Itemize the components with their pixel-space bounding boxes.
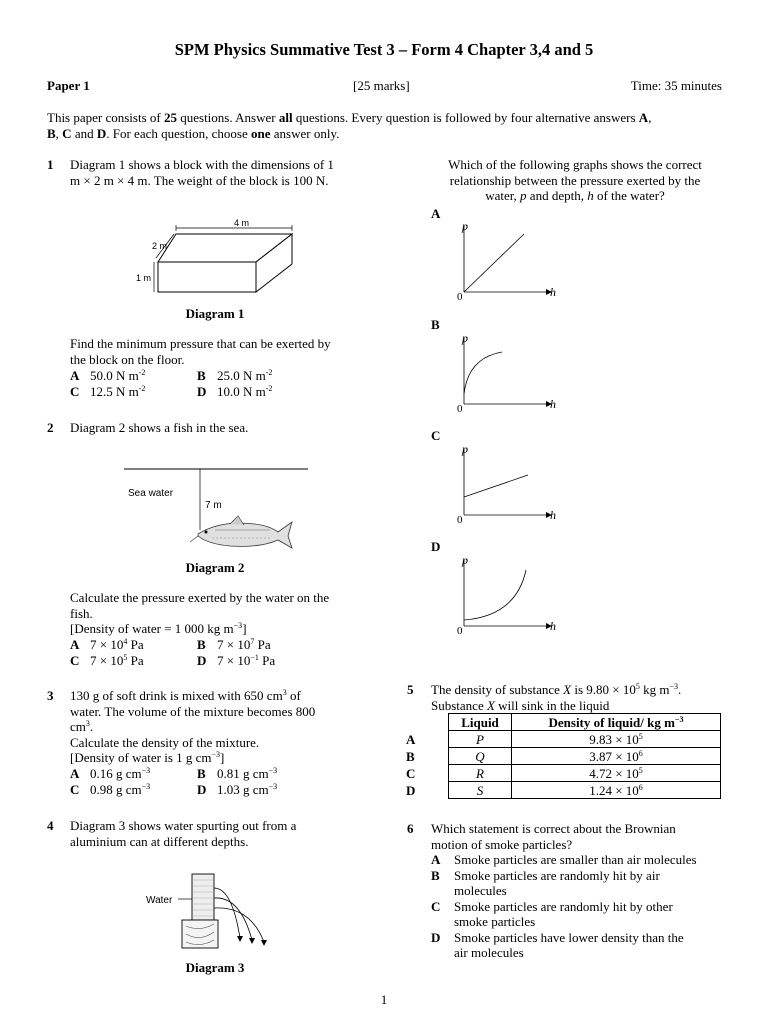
option-c: C Smoke particles are randomly hit by other (431, 898, 673, 914)
svg-text:h: h (550, 397, 556, 411)
graph-c-label: C (431, 428, 441, 443)
graph-d-label: D (431, 539, 441, 554)
sea-water-label: Sea water (128, 488, 174, 499)
marks-label: [25 marks] (353, 78, 410, 93)
svg-text:p: p (462, 331, 468, 345)
width-label: 2 m (152, 241, 168, 251)
option-a: A 0.16 g $cm^{-3}$ (70, 766, 151, 781)
fish-icon (190, 516, 292, 548)
question-2-ask: Calculate the pressure exerted by the water on the fish. [Density of water = 1 000 kg $m^{-3}$] (70, 590, 330, 636)
question-4-ask: Which of the following graphs shows the correct relationship between the pressure exerted by the water, p and depth, h of the water? (448, 157, 702, 203)
time-label: Time: 35 minutes (630, 78, 722, 93)
length-label: 4 m (234, 218, 250, 228)
svg-text:p: p (462, 219, 468, 233)
question-number: 1 (47, 157, 54, 172)
option-c: C (406, 765, 416, 781)
option-b: B (406, 748, 415, 764)
question-4-text: Diagram 3 shows water spurting out from a aluminium can at different depths. (70, 818, 297, 849)
graph-b-label: B (431, 317, 440, 332)
block-diagram (130, 212, 310, 304)
svg-text:0: 0 (457, 291, 463, 302)
question-number: 2 (47, 420, 54, 435)
option-d: D 1.03 g $cm^{-3}$ (197, 781, 278, 797)
option-b: B Smoke particles are randomly hit by air (431, 867, 660, 883)
can-diagram (140, 866, 280, 952)
graph-d (440, 552, 570, 636)
question-2-text: Diagram 2 shows a fish in the sea. (70, 420, 249, 435)
table-row: D S $1.24 \times 10^6$ (402, 782, 721, 799)
instructions: This paper consists of 25 questions. Answer all questions. Every question is followed by four alternative answers A, B, C and D. For each question, choose one answer only. (47, 110, 652, 141)
option-d: D Smoke particles have lower density than the (431, 929, 684, 945)
svg-text:h: h (550, 508, 556, 522)
option-a: A (406, 731, 416, 747)
option-b: B 0.81 g $cm^{-3}$ (197, 766, 278, 781)
svg-text:h: h (550, 285, 556, 299)
svg-text:h: h (550, 619, 556, 633)
question-2-options (70, 637, 370, 668)
question-number: 6 (407, 821, 414, 836)
water-label: Water (146, 895, 173, 906)
diagram-1-caption: Diagram 1 (185, 306, 245, 321)
depth-label: 7 m (205, 500, 222, 511)
svg-text:0: 0 (457, 514, 463, 525)
question-number: 4 (47, 818, 54, 833)
svg-text:0: 0 (457, 625, 463, 636)
option-c: C 12.5 N $m^{-2}$ (70, 383, 146, 399)
question-3-options (70, 766, 370, 797)
diagram-3-caption: Diagram 3 (185, 960, 245, 975)
question-number: 3 (47, 688, 54, 703)
option-c: C 0.98 g $cm^{-3}$ (70, 781, 151, 797)
svg-text:0: 0 (457, 403, 463, 414)
option-d: D 10.0 N $m^{-2}$ (197, 383, 273, 399)
liquid-table (402, 713, 721, 799)
question-1-options (70, 368, 370, 399)
paper-label: Paper 1 (47, 78, 90, 93)
fish-diagram (120, 462, 315, 554)
option-b: B 25.0 N $m^{-2}$ (197, 368, 273, 383)
option-b: B $7 \times 10^7$ Pa (197, 637, 271, 652)
option-a: A 50.0 N $m^{-2}$ (70, 368, 146, 383)
option-a: A Smoke particles are smaller than air molecules (431, 852, 697, 867)
table-row: B Q $3.87 \times 10^6$ (402, 748, 721, 765)
option-c: C $7 \times 10^5$ Pa (70, 652, 144, 668)
option-d: D (406, 782, 416, 798)
question-1-ask: Find the minimum pressure that can be exerted by the block on the floor. (70, 336, 331, 367)
height-label: 1 m (136, 273, 152, 283)
col-liquid: Liquid (449, 714, 512, 731)
table-row: A P $9.83 \times 10^5$ (402, 731, 721, 748)
svg-text:p: p (462, 442, 468, 456)
graph-a-label: A (431, 206, 441, 221)
graph-c (440, 441, 570, 525)
question-3-text: 130 g of soft drink is mixed with 650 $cm^3$ of water. The volume of the mixture becomes 800 $cm^3$. Calculate the density of the mixture. [Density of water is 1 g $cm^{-3}$] (70, 688, 316, 765)
diagram-2-caption: Diagram 2 (185, 560, 245, 575)
page-title: SPM Physics Summative Test 3 – Form 4 Chapter 3,4 and 5 (174, 40, 594, 59)
col-density: Density of liquid/ kg $m^{-3}$ (512, 714, 721, 731)
option-d: D $7 \times 10^{-1}$ Pa (197, 652, 276, 668)
question-6-text: Which statement is correct about the Brownian motion of smoke particles? A Smoke particles are smaller than air molecules B Smoke particles are randomly hit by air molecules C Smoke particles are randomly hit by other smoke particles D Smoke particles have lower density than the air molecules (431, 821, 741, 961)
svg-text:p: p (462, 553, 468, 567)
option-a: A $7 \times 10^4$ Pa (70, 637, 144, 652)
question-number: 5 (407, 682, 414, 697)
graph-a (440, 218, 570, 302)
page-number: 1 (380, 992, 388, 1007)
graph-b (440, 330, 570, 414)
liquid-table-wrap (402, 713, 721, 799)
table-row: C R $4.72 \times 10^5$ (402, 765, 721, 782)
question-1-text: Diagram 1 shows a block with the dimensions of 1 m × 2 m × 4 m. The weight of the block is 100 N. (70, 157, 334, 188)
question-5-text: The density of substance X is $9.80 \times 10^5$ kg $m^{-3}$. Substance X will sink in the liquid (431, 682, 682, 713)
